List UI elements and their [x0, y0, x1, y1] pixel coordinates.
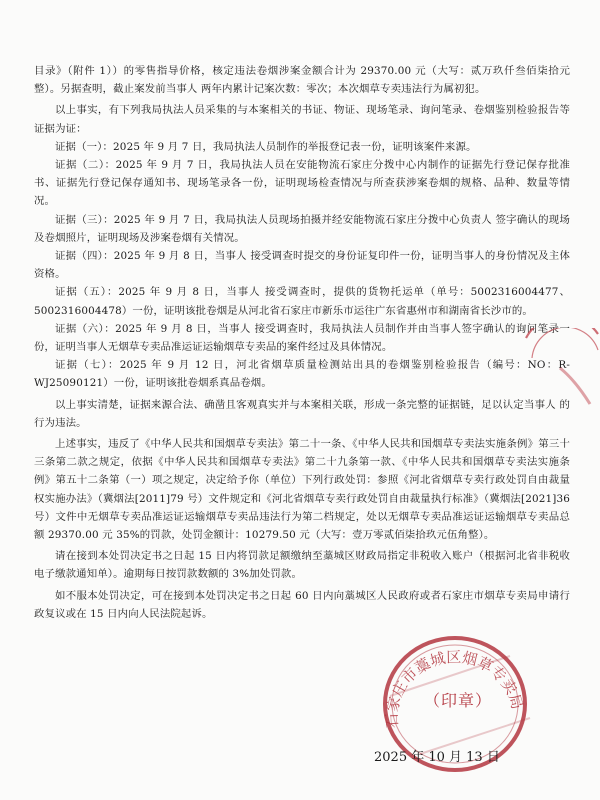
paragraph-evidence-4: 证据（四）：2025 年 9 月 8 日，当事人 接受调查时提交的身份证复印件一份，证明当事人的身份情况及主体资格。 [34, 250, 570, 281]
document-body [34, 62, 570, 623]
seal-ring-text: 石家庄市藁城区烟草专卖局 [382, 648, 527, 729]
paragraph-evidence-3: 证据（三）：2025 年 9 月 7 日，我局执法人员现场拍摄并经安能物流石家庄分拨中心负责人 签字确认的现场及卷烟照片，证明现场及涉案卷烟有关情况。 [34, 213, 570, 244]
paragraph-evidence-6: 证据（六）：2025 年 9 月 8 日，当事人 接受调查时，我局执法人员制作并由当事人签字确认的询问笔录一份，证明当事人无烟草专卖品准运证运输烟草专卖品的案件经过及具体情况。 [34, 322, 570, 354]
signature-text [360, 636, 560, 786]
paragraph-appeal-notice: 如不服本处罚决定，可在接到本处罚决定书之日起 60 日内向藁城区人民政府或者石家庄市烟草专卖局申请行政复议或在 15 日内向人民法院起诉。 [34, 589, 570, 620]
paragraph-evidence-2: 证据（二）：2025 年 9 月 7 日，我局执法人员在安能物流石家庄分拨中心内制作的证据先行登记保存批准书、证据先行登记保存通知书、现场笔录各一份，证明现场检查情况与所查获涉案卷烟的规格、品种、数量等情况。 [34, 159, 570, 208]
signature-block [360, 636, 560, 786]
seal-label: （印章） [424, 691, 493, 710]
paragraph-amount-summary: 目录》（附件 1））的零售指导价格，核定违法卷烟涉案金额合计为 29370.00 元（大写：贰万玖仟叁佰柒拾元整）。另据查明，截止案发前当事人 两年内累计记案次数：零次；本次烟草专卖违法行为属初犯。 [34, 65, 570, 96]
paragraph-payment-notice: 请在接到本处罚决定书之日起 15 日内将罚款足额缴纳至藁城区财政局指定非税收入账户（根据河北省非税收电子缴款通知单）。逾期每日按罚款数额的 3%加处罚款。 [34, 550, 570, 581]
paragraph-evidence-1: 证据（一）：2025 年 9 月 7 日，我局执法人员制作的举报登记表一份，证明该案件来源。 [55, 140, 477, 153]
paragraph-evidence-5: 证据（五）：2025 年 9 月 8 日，当事人 接受调查时，提供的货物托运单（单号：5002316004477、5002316004478）一份，证明该批卷烟是从河北省石家庄市新乐市运往广东省惠州市和湖南省长沙市的。 [34, 286, 570, 317]
paragraph-penalty-decision: 上述事实，违反了《中华人民共和国烟草专卖法》第二十一条、《中华人民共和国烟草专卖法实施条例》第三十三条第二款之规定，依据《中华人民共和国烟草专卖法》第二十九条第一款、《中华人民共和国烟草专卖法实施条例》第五十二条第（一）项之规定，决定给予你（单位）下列行政处罚：参照《河北省烟草专卖行政处罚自由裁量权实施办法》（冀烟法[2011]79 号）文件规定和《河北省烟草专卖行政处罚自由裁量执行标准》（冀烟法[2021]36 号）文件中无烟草专卖品准运证运输烟草专卖品违法行为第二档规定，处以无烟草专卖品准运证运输烟草专卖品总额 29370.00 元 35%的罚款，处罚金额计：10279.50 元（大写：壹万零贰佰柒拾玖元伍角整）。 [34, 438, 570, 542]
paragraph-evidence-7: 证据（七）：2025 年 9 月 12 日，河北省烟草质量检测站出具的卷烟鉴别检验报告（编号：NO：R-WJ25090121）一份，证明该批卷烟系真品卷烟。 [34, 359, 570, 390]
paragraph-evidence-intro: 以上事实，有下列我局执法人员采集的与本案相关的书证、物证、现场笔录、询问笔录、卷烟鉴别检验报告等证据为证： [34, 104, 570, 135]
edge-seal-fragment [520, 328, 600, 418]
paragraph-evidence-conclusion: 以上事实清楚，证据来源合法、确凿且客观真实并与本案相关联，形成一条完整的证据链，足以认定当事人 的行为违法。 [34, 398, 570, 429]
decision-date: 2025 年 10 月 13 日 [374, 750, 500, 765]
